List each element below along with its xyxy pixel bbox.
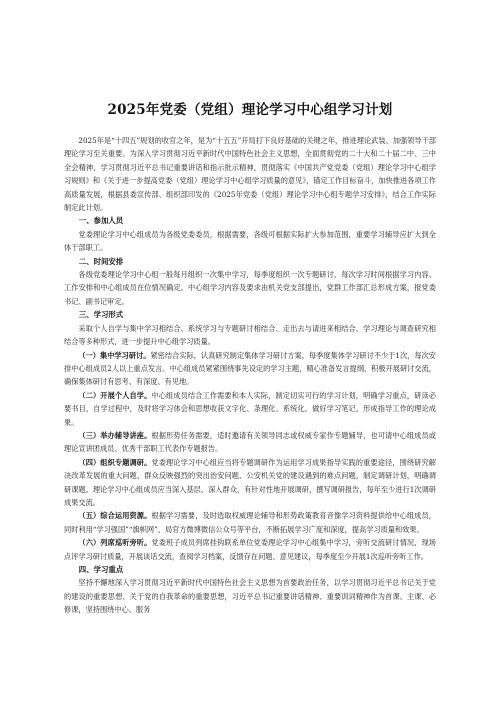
list-item: [64, 349, 436, 389]
section-heading-schedule: 二、时间安排: [78, 256, 124, 266]
section-heading-participants: 一、参加人员: [78, 216, 124, 226]
document-title: 2025年党委（党组）理论学习中心组学习计划: [107, 102, 393, 118]
list-item-body: 根据学习需要，及时选取权威理论辅导和形势政策教育音像学习资料提供给中心组成员，同时利用“学习强国”“旗帜网”、局官方微博微信公众号等平台，不断拓展学习广度和深度，提高学习质量和效果。: [64, 511, 436, 534]
list-item-lead: （五）综合运用资源。: [78, 511, 152, 521]
section-body-format: 采取个人自学与集中学习相结合、系统学习与专题研讨相结合、走出去与请进来相结合、学习理论与调查研究相结合等多种形式，进一步提升中心组学习质量。: [64, 323, 436, 347]
list-item-body: 紧密结合实际，认真研究制定集体学习研讨方案，每季度集体学习研讨不少于1次，每次安排中心组成员2人以上重点发言。中心组成员紧紧围绕事先设定的学习主题，精心准备发言提纲，积极开展研讨交流，确保集体研讨有思考、有深度、有见地。: [64, 350, 436, 387]
section-heading-focus: 四、学习重点: [78, 565, 124, 574]
intro-paragraph: 2025年是“十四五”规划的收官之年，是为“十五五”开局打下良好基础的关键之年，推进理论武装、加强领导干部理论学习至关重要。为深入学习贯彻习近平新时代中国特色社会主义思想，全面贯彻党的二十大和二十届二中、三中全会精神，学习贯彻习近平总书记重要讲话和指示批示精神，贯彻落实《中国共产党党委（党组）理论学习中心组学习规则》和《关于进一步提高党委（党组）理论学习中心组学习质量的意见》，锚定工作目标奋斗，加快推进各项工作高质量发展，根据县委宣传部、组织部印发的《2025年党委（党组）理论学习中心组专题学习安排》，结合工作实际制定此计划。: [64, 136, 436, 213]
list-item-body: 根据形势任务需要，适时邀请有关领导同志或权威专家作专题辅导，也可请中心组成员或理论宣讲团成员、优秀干部职工代表作专题报告。: [64, 430, 436, 454]
list-item-body: 中心组成员结合工作需要和本人实际，制定切实可行的学习计划，明确学习重点，研读必要书目，自学过程中，及时将学习体会和思想收获文字化、条理化、系统化，做好学习笔记，形成指导工作的理论成果。: [64, 390, 436, 427]
section-body-participants: 党委理论学习中心组成员为各级党委委员，根据需要，各级可根据实际扩大参加范围，重要学习辅导应扩大到全体干部职工。: [64, 229, 436, 253]
section-heading-format: 三、学习形式: [78, 310, 124, 320]
list-item-body: 党委理论学习中心组应当将专题调研作为运用学习成果指导实践的重要途径，围绕研究解决改革发展的重大问题、群众反映强烈的突出治安问题、公安机关党的建设遇到的难点问题，制定调研计划，明确调研课题。理论学习中心组成员应当深入基层、深入群众，有针对性地开展调研，撰写调研报告，每年至少进行1次调研成果交流。: [64, 457, 436, 507]
list-item: [64, 536, 436, 563]
list-item-lead: （二）开展个人自学。: [78, 390, 152, 400]
list-item-lead: （六）列席巡听旁听。: [78, 538, 152, 548]
list-item-lead: （四）组织专题调研。: [78, 457, 152, 467]
list-item: [64, 456, 436, 510]
list-item: [64, 429, 436, 456]
list-item-body: 党委班子成员列席挂钩联系单位党委理论学习中心组集中学习，旁听交流研讨情况，现场点评学习研讨质量，开展谈话交流，查阅学习档案，反馈存在问题、意见建议，每季度至少开展1次巡听旁听工作。: [64, 538, 436, 561]
list-item: [64, 509, 436, 536]
list-item-lead: （三）举办辅导讲座。: [78, 430, 152, 440]
list-item: [64, 389, 436, 429]
list-item-lead: （一）集中学习研讨。: [78, 350, 151, 360]
section-body-schedule: 各级党委理论学习中心组一般每月组织一次集中学习，每季度组织一次专题研讨，每次学习时间根据学习内容、工作安排和中心组成员在位情况确定。中心组学习内容及要求由机关党支部提出，党群工作部汇总形成方案，报党委书记、副书记审定。: [64, 270, 436, 306]
section-body-focus: 坚持不懈地深入学习贯彻习近平新时代中国特色社会主义思想为首要政治任务，以学习贯彻习近平总书记关于党的建设的重要思想、关于党的自我革命的重要思想，习近平总书记重要讲话精神、重要训词精神作为首课、主课、必修课，坚持围绕中心、服务: [64, 578, 436, 615]
